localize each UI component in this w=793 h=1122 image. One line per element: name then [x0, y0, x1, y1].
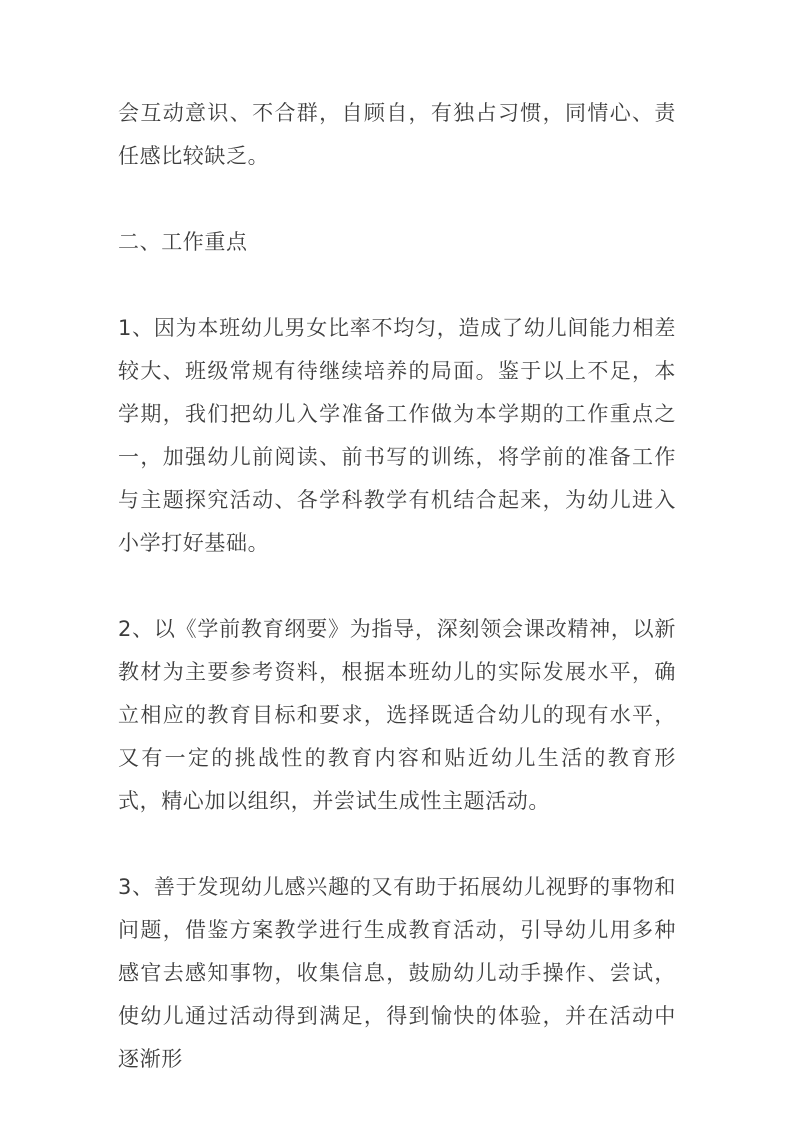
numbered-item-3: 3、善于发现幼儿感兴趣的又有助于拓展幼儿视野的事物和问题，借鉴方案教学进行生成教育活动，引导幼儿用多种感官去感知事物，收集信息，鼓励幼儿动手操作、尝试，使幼儿通过活动得到满足，得到愉快的体验，并在活动中逐渐形	[118, 875, 676, 1071]
section-heading-work-focus: 二、工作重点	[118, 230, 248, 254]
paragraph-continued-from-previous-page: 会互动意识、不合群，自顾自，有独占习惯，同情心、责任感比较缺乏。	[118, 101, 676, 168]
document-text-body	[118, 92, 676, 1081]
numbered-item-2: 2、以《学前教育纲要》为指导，深刻领会课改精神，以新教材为主要参考资料，根据本班幼儿的实际发展水平，确立相应的教育目标和要求，选择既适合幼儿的现有水平，又有一定的挑战性的教育内容和贴近幼儿生活的教育形式，精心加以组织，并尝试生成性主题活动。	[118, 617, 676, 813]
numbered-item-1: 1、因为本班幼儿男女比率不均匀，造成了幼儿间能力相差较大、班级常规有待继续培养的局面。鉴于以上不足，本学期，我们把幼儿入学准备工作做为本学期的工作重点之一，加强幼儿前阅读、前书写的训练，将学前的准备工作与主题探究活动、各学科教学有机结合起来，为幼儿进入小学打好基础。	[118, 316, 676, 555]
